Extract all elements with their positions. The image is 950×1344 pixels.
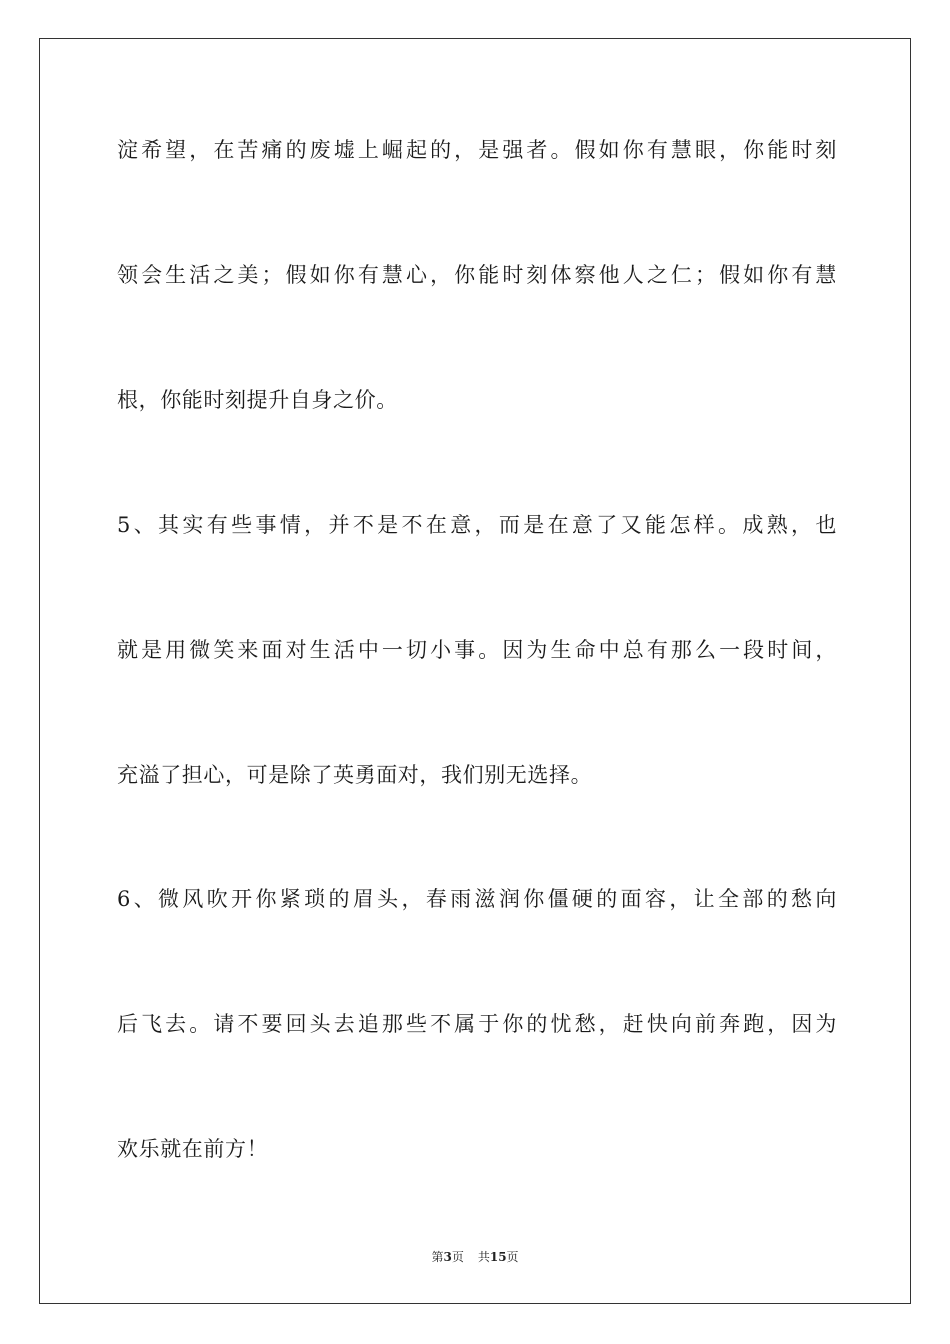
text-line-7: 6、微风吹开你紧琐的眉头，春雨滋润你僵硬的面容，让全部的愁向 xyxy=(117,887,837,911)
text-line-5: 就是用微笑来面对生活中一切小事。因为生命中总有那么一段时间， xyxy=(117,638,837,662)
text-line-9: 欢乐就在前方！ xyxy=(117,1137,269,1161)
footer-total-suffix: 页 xyxy=(506,1250,519,1264)
text-line-2: 领会生活之美；假如你有慧心，你能时刻体察他人之仁；假如你有慧 xyxy=(117,263,837,287)
footer-page-number: 3 xyxy=(443,1250,452,1264)
text-line-4: 5、其实有些事情，并不是不在意，而是在意了又能怎样。成熟，也 xyxy=(117,513,837,537)
text-line-3: 根，你能时刻提升自身之价。 xyxy=(117,388,398,412)
footer-total-prefix: 共 xyxy=(477,1250,490,1264)
page-border xyxy=(39,38,911,1304)
text-line-1: 淀希望，在苦痛的废墟上崛起的，是强者。假如你有慧眼，你能时刻 xyxy=(117,138,837,162)
text-line-8: 后飞去。请不要回头去追那些不属于你的忧愁，赶快向前奔跑，因为 xyxy=(117,1012,837,1036)
footer-total-pages: 15 xyxy=(489,1250,507,1264)
footer-page-prefix: 第 xyxy=(431,1250,444,1264)
page-footer xyxy=(0,1248,950,1265)
footer-page-suffix: 页 xyxy=(451,1250,464,1264)
text-line-6: 充溢了担心，可是除了英勇面对，我们别无选择。 xyxy=(117,763,593,787)
